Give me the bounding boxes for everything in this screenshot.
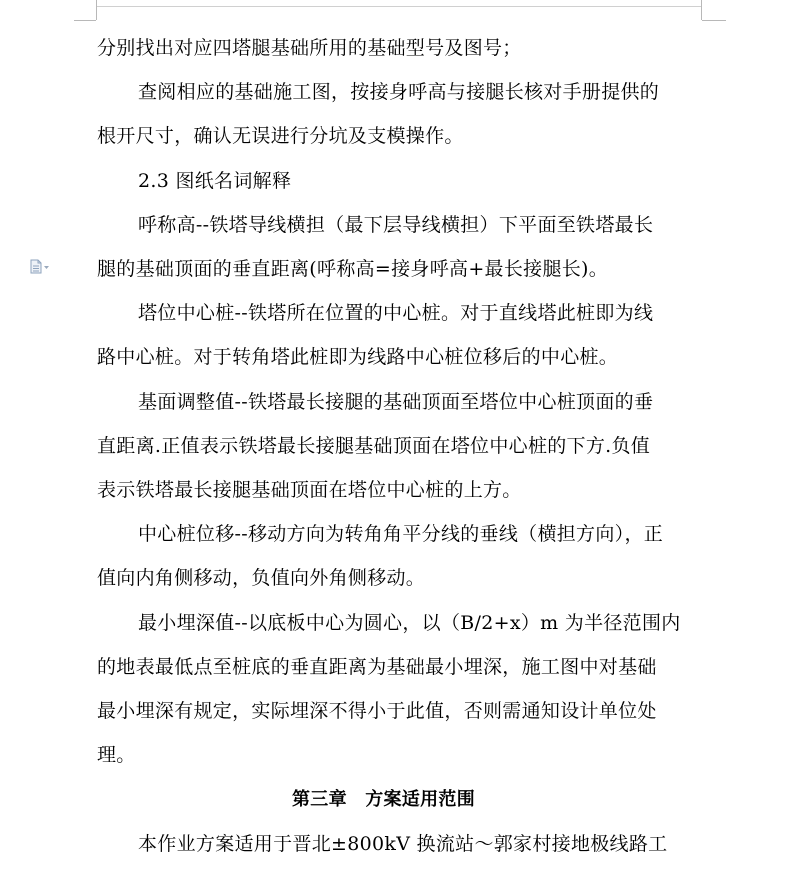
text-line: 理。 bbox=[97, 744, 136, 766]
text-line: 直距离.正值表示铁塔最长接腿基础顶面在塔位中心桩的下方.负值 bbox=[97, 435, 651, 457]
page-top-border bbox=[97, 6, 701, 7]
text-line: 根开尺寸，确认无误进行分坑及支模操作。 bbox=[97, 125, 464, 147]
section-heading: 2.3 图纸名词解释 bbox=[138, 170, 292, 192]
text-line: 的地表最低点至桩底的垂直距离为基础最小埋深，施工图中对基础 bbox=[97, 656, 657, 678]
text-line: 最小埋深值--以底板中心为圆心，以（B/2+x）m 为半径范围内 bbox=[138, 612, 681, 634]
text-line: 值向内角侧移动，负值向外角侧移动。 bbox=[97, 567, 426, 589]
text-line: 表示铁塔最长接腿基础顶面在塔位中心桩的上方。 bbox=[97, 479, 522, 501]
text-line: 基面调整值--铁塔最长接腿的基础顶面至塔位中心桩顶面的垂 bbox=[138, 391, 654, 413]
chapter-heading: 第三章 方案适用范围 bbox=[292, 789, 475, 810]
text-line: 查阅相应的基础施工图，按接身呼高与接腿长核对手册提供的 bbox=[138, 81, 660, 103]
text-line: 腿的基础顶面的垂直距离(呼称高=接身呼高+最长接腿长)。 bbox=[97, 258, 609, 280]
text-line: 最小埋深有规定，实际埋深不得小于此值，否则需通知设计单位处 bbox=[97, 700, 657, 722]
text-line: 呼称高--铁塔导线横担（最下层导线横担）下平面至铁塔最长 bbox=[138, 214, 654, 236]
crop-mark-right-horizontal bbox=[702, 20, 726, 21]
document-comment-icon[interactable] bbox=[29, 259, 51, 275]
text-line: 中心桩位移--移动方向为转角角平分线的垂线（横担方向），正 bbox=[138, 523, 664, 545]
crop-mark-right bbox=[701, 0, 702, 20]
text-line: 本作业方案适用于晋北±800kV 换流站～郭家村接地极线路工 bbox=[138, 833, 668, 855]
crop-mark-left bbox=[96, 0, 97, 20]
text-line: 分别找出对应四塔腿基础所用的基础型号及图号； bbox=[97, 37, 522, 59]
text-line: 塔位中心桩--铁塔所在位置的中心桩。对于直线塔此桩即为线 bbox=[138, 302, 654, 324]
crop-mark-left-horizontal bbox=[74, 20, 96, 21]
text-line: 路中心桩。对于转角塔此桩即为线路中心桩位移后的中心桩。 bbox=[97, 346, 619, 368]
